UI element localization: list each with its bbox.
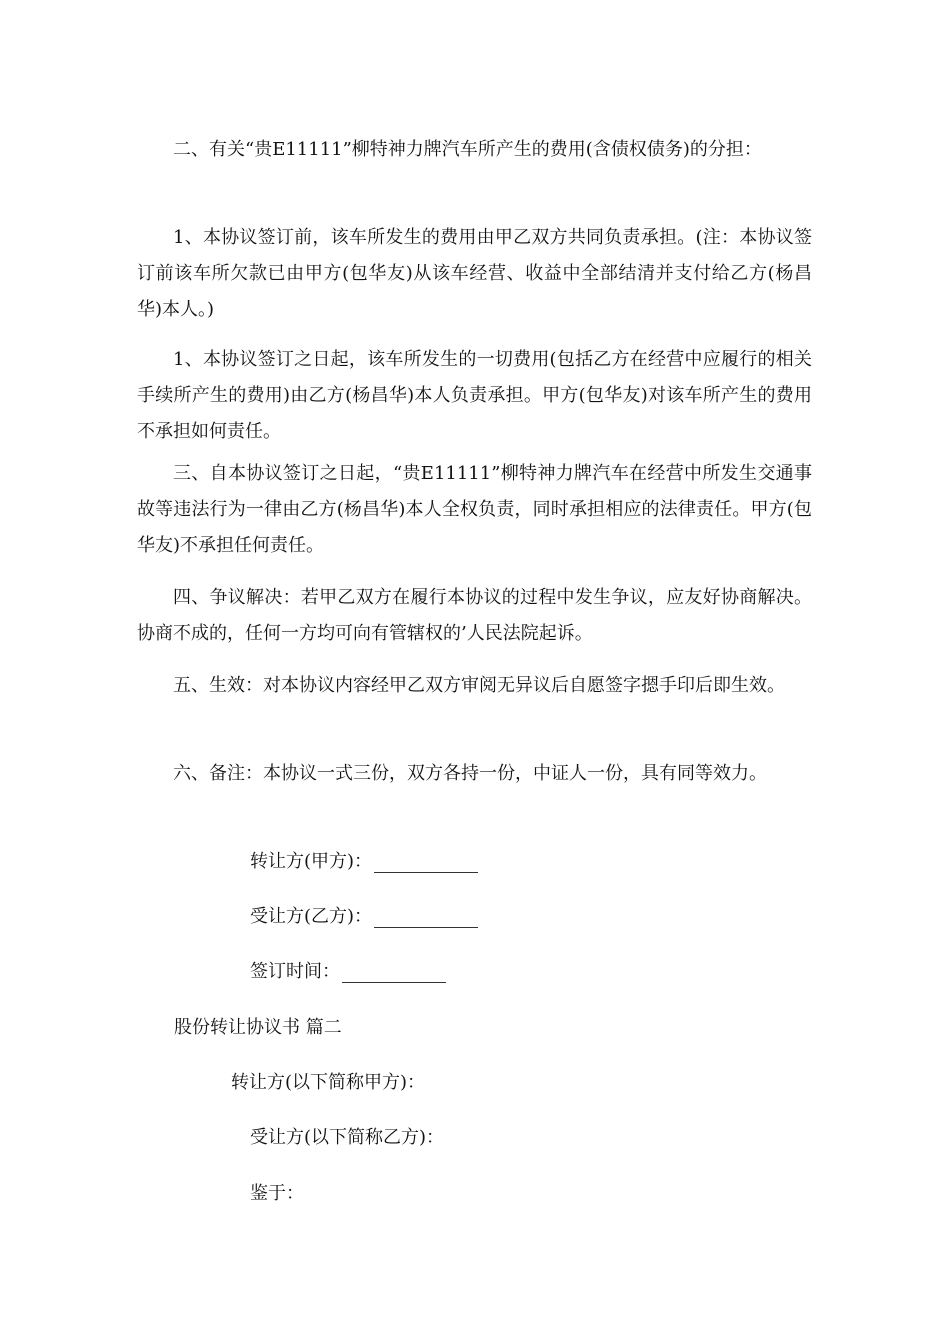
clause-6-remarks: 六、备注：本协议一式三份，双方各持一份，中证人一份，具有同等效力。 bbox=[173, 763, 767, 784]
signature-transferor-label: 转让方(甲方)： bbox=[250, 851, 373, 872]
section-2-transferee: 受让方(以下简称乙方)： bbox=[250, 1127, 445, 1148]
clause-5-effectiveness: 五、生效：对本协议内容经甲乙双方审阅无异议后自愿签字摁手印后即生效。 bbox=[173, 675, 785, 696]
clause-3-liability: 三、自本协议签订之日起，“贵E11111”柳特神力牌汽车在经营中所发生交通事故等违法行为一律由乙方(杨昌华)本人全权负责，同时承担相应的法律责任。甲方(包华友)不承担任何责任。 bbox=[137, 463, 812, 556]
signature-transferor-line bbox=[250, 844, 478, 880]
section-2-whereas: 鉴于： bbox=[250, 1183, 304, 1204]
clause-2-cost-sharing: 二、有关“贵E11111”柳特神力牌汽车所产生的费用(含债权债务)的分担： bbox=[173, 139, 762, 160]
signature-transferor-blank bbox=[374, 852, 478, 873]
section-2-title: 股份转让协议书 篇二 bbox=[174, 1017, 342, 1038]
clause-2-1-after-signing: 1、本协议签订之日起，该车所发生的一切费用(包括乙方在经营中应履行的相关手续所产生的费用)由乙方(杨昌华)本人负责承担。甲方(包华友)对该车所产生的费用不承担如何责任。 bbox=[137, 349, 812, 442]
signature-date-line bbox=[250, 954, 446, 990]
signature-transferee-line bbox=[250, 899, 478, 935]
signature-transferee-blank bbox=[374, 907, 478, 928]
signature-transferee-label: 受让方(乙方)： bbox=[250, 906, 373, 927]
clause-4-dispute-resolution: 四、争议解决：若甲乙双方在履行本协议的过程中发生争议，应友好协商解决。协商不成的，任何一方均可向有管辖权的’人民法院起诉。 bbox=[137, 587, 812, 644]
signature-date-label: 签订时间： bbox=[250, 961, 340, 982]
section-2-transferor: 转让方(以下简称甲方)： bbox=[231, 1072, 426, 1093]
signature-date-blank bbox=[342, 962, 446, 983]
clause-2-1-before-signing: 1、本协议签订前，该车所发生的费用由甲乙双方共同负责承担。(注：本协议签订前该车所欠款已由甲方(包华友)从该车经营、收益中全部结清并支付给乙方(杨昌华)本人。) bbox=[137, 227, 812, 320]
